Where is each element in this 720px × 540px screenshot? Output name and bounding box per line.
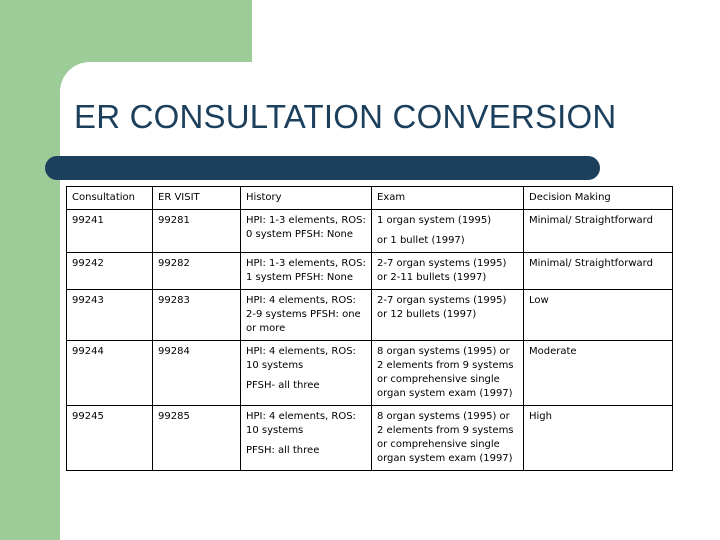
title-underline-bar xyxy=(45,156,600,180)
cell-decision: Minimal/ Straightforward xyxy=(524,210,673,253)
table-row xyxy=(67,341,673,406)
cell-exam xyxy=(372,341,524,406)
cell-history xyxy=(241,210,372,253)
cell-exam xyxy=(372,210,524,253)
exam-text: 8 organ systems (1995) or 2 elements from 9 systems or comprehensive single organ system exam (1997) xyxy=(377,411,514,464)
cell-consultation: 99244 xyxy=(67,341,153,406)
history-text: HPI: 1-3 elements, ROS: 1 system PFSH: None xyxy=(246,258,366,283)
header-history: History xyxy=(241,187,372,210)
table-row xyxy=(67,253,673,290)
cell-decision: Moderate xyxy=(524,341,673,406)
exam-text: 2-7 organ systems (1995) or 12 bullets (1997) xyxy=(377,295,507,320)
cell-consultation: 99242 xyxy=(67,253,153,290)
table-header-row xyxy=(67,187,673,210)
table-row xyxy=(67,210,673,253)
cell-decision: High xyxy=(524,406,673,471)
cell-history xyxy=(241,406,372,471)
table-row xyxy=(67,406,673,471)
cell-er-visit: 99282 xyxy=(153,253,241,290)
cell-history xyxy=(241,341,372,406)
cell-er-visit: 99283 xyxy=(153,290,241,341)
header-consultation: Consultation xyxy=(67,187,153,210)
slide-title: ER CONSULTATION CONVERSION xyxy=(74,98,617,135)
header-decision-making: Decision Making xyxy=(524,187,673,210)
exam-text: 2-7 organ systems (1995) or 2-11 bullets (1997) xyxy=(377,258,507,283)
cell-exam xyxy=(372,290,524,341)
cell-history xyxy=(241,253,372,290)
cell-er-visit: 99284 xyxy=(153,341,241,406)
history-text: HPI: 4 elements, ROS: 10 systems xyxy=(246,346,356,371)
conversion-table xyxy=(66,186,673,471)
history-extra-text: PFSH- all three xyxy=(246,380,320,391)
exam-text: 1 organ system (1995) xyxy=(377,215,492,226)
cell-decision: Minimal/ Straightforward xyxy=(524,253,673,290)
header-exam: Exam xyxy=(372,187,524,210)
cell-consultation: 99243 xyxy=(67,290,153,341)
history-text: HPI: 4 elements, ROS: 10 systems xyxy=(246,411,356,436)
cell-decision: Low xyxy=(524,290,673,341)
exam-text: 8 organ systems (1995) or 2 elements from 9 systems or comprehensive single organ system exam (1997) xyxy=(377,346,514,399)
table-row xyxy=(67,290,673,341)
cell-consultation: 99245 xyxy=(67,406,153,471)
exam-extra-text: or 1 bullet (1997) xyxy=(377,235,465,246)
cell-history xyxy=(241,290,372,341)
cell-er-visit: 99285 xyxy=(153,406,241,471)
history-text: HPI: 4 elements, ROS: 2-9 systems PFSH: one or more xyxy=(246,295,361,334)
history-text: HPI: 1-3 elements, ROS: 0 system PFSH: None xyxy=(246,215,366,240)
header-er-visit: ER VISIT xyxy=(153,187,241,210)
cell-exam xyxy=(372,253,524,290)
history-extra-text: PFSH: all three xyxy=(246,445,320,456)
decorative-green-sidebar xyxy=(0,0,60,540)
cell-consultation: 99241 xyxy=(67,210,153,253)
cell-exam xyxy=(372,406,524,471)
cell-er-visit: 99281 xyxy=(153,210,241,253)
